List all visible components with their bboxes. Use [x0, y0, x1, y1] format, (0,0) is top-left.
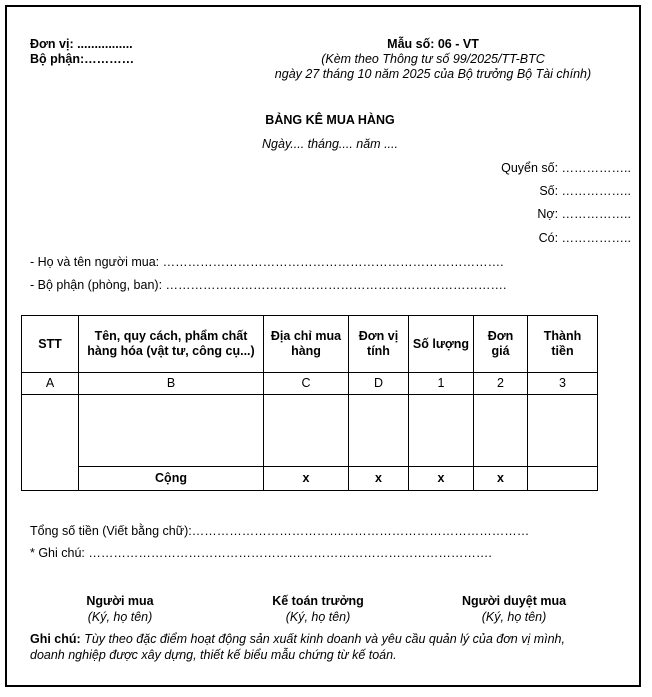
code-cell: 3 — [528, 373, 598, 395]
table-header-row — [22, 316, 598, 373]
signature-hint: (Ký, họ tên) — [87, 610, 153, 624]
total-cell: x — [349, 467, 409, 491]
header-item-name: Tên, quy cách, phẩm chất hàng hóa (vật tư, công cụ...) — [79, 316, 264, 373]
signature-chief-accountant — [228, 593, 408, 625]
voucher-number: Số: …………….. — [539, 184, 631, 198]
signature-approver — [424, 593, 604, 625]
code-cell: 2 — [474, 373, 528, 395]
debit-account: Nợ: …………….. — [537, 207, 631, 221]
bottom-note-text-1: Tùy theo đặc điểm hoạt động sản xuất kinh doanh và yêu cầu quản lý của đơn vị mình, — [84, 632, 565, 646]
book-number: Quyển số: …………….. — [501, 161, 631, 175]
code-cell: B — [79, 373, 264, 395]
signature-buyer — [30, 593, 210, 625]
table-cell — [264, 395, 349, 467]
total-cell: x — [264, 467, 349, 491]
dept-label: Bộ phận:………… — [30, 52, 135, 66]
table-total-row — [22, 467, 598, 491]
circular-reference: (Kèm theo Thông tư số 99/2025/TT-BTC — [321, 52, 545, 66]
credit-account: Có: …………….. — [538, 231, 631, 245]
header-amount: Thành tiền — [528, 316, 598, 373]
total-cell: x — [409, 467, 474, 491]
signature-hint: (Ký, họ tên) — [285, 610, 351, 624]
purchase-table — [21, 315, 598, 491]
circular-date: ngày 27 tháng 10 năm 2025 của Bộ trưởng Bộ Tài chính) — [274, 67, 592, 81]
header-unit-price: Đơn giá — [474, 316, 528, 373]
total-amount-cell — [528, 467, 598, 491]
code-cell: D — [349, 373, 409, 395]
header-quantity: Số lượng — [409, 316, 474, 373]
table-cell — [474, 395, 528, 467]
form-number: Mẫu số: 06 - VT — [387, 37, 479, 51]
table-cell — [349, 395, 409, 467]
document-title: BẢNG KÊ MUA HÀNG — [265, 113, 395, 127]
bottom-note-line-2: doanh nghiệp được xây dựng, thiết kế biểu mẫu chứng từ kế toán. — [30, 648, 397, 662]
bottom-note-line-1 — [30, 632, 565, 646]
buyer-name-line: - Họ và tên người mua: ………………………………………………………………………. — [30, 255, 504, 269]
header-address: Địa chỉ mua hàng — [264, 316, 349, 373]
note-line: * Ghi chú: ……………………………………………………………………………………. — [30, 546, 492, 560]
total-label: Cộng — [79, 467, 264, 491]
table-code-row — [22, 373, 598, 395]
table-cell — [79, 395, 264, 467]
table-cell — [22, 395, 79, 491]
code-cell: A — [22, 373, 79, 395]
header-stt: STT — [22, 316, 79, 373]
table-cell — [409, 395, 474, 467]
code-cell: 1 — [409, 373, 474, 395]
date-line: Ngày.... tháng.... năm .... — [262, 137, 398, 151]
signature-role: Người duyệt mua — [461, 594, 567, 608]
signature-role: Kế toán trưởng — [272, 594, 364, 608]
signature-hint: (Ký, họ tên) — [481, 610, 547, 624]
total-cell: x — [474, 467, 528, 491]
table-row — [22, 395, 598, 467]
code-cell: C — [264, 373, 349, 395]
signature-role: Người mua — [86, 594, 154, 608]
unit-label: Đơn vị: ................ — [30, 37, 133, 51]
table-cell — [528, 395, 598, 467]
buyer-dept-line: - Bộ phận (phòng, ban): ………………………………………………………………………. — [30, 278, 507, 292]
header-unit: Đơn vị tính — [349, 316, 409, 373]
total-in-words-line: Tổng số tiền (Viết bằng chữ):……………………………………………………………………… — [30, 524, 530, 538]
bottom-note-label: Ghi chú: — [30, 632, 81, 646]
